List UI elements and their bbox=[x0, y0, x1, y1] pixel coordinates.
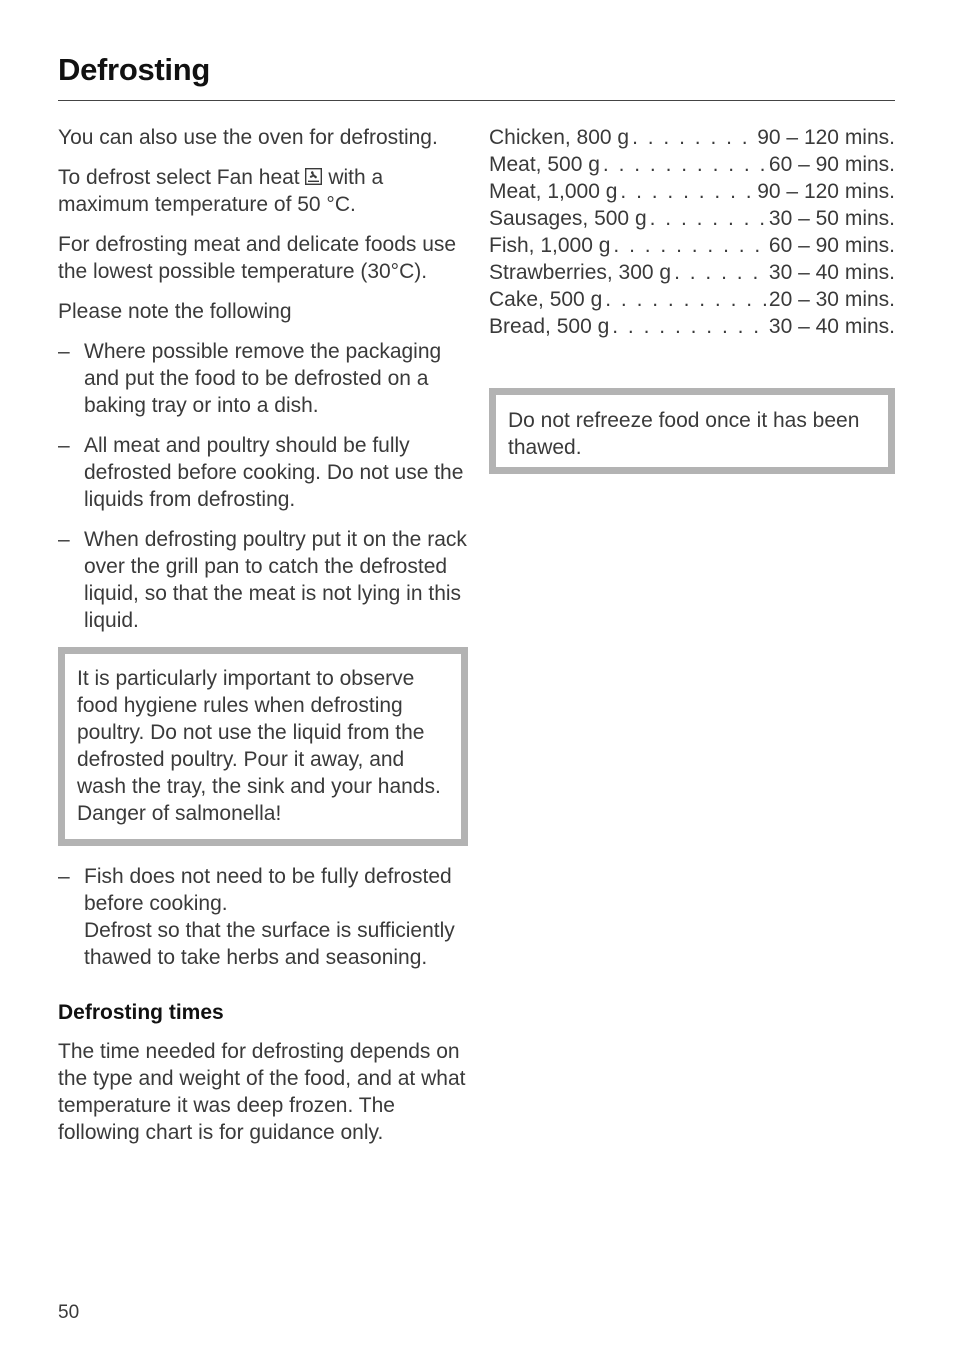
refreeze-note-box bbox=[489, 388, 895, 474]
list-item-text: All meat and poultry should be fully defrosted before cooking. Do not use the liquids from defrosting. bbox=[84, 434, 464, 511]
hygiene-warning-box bbox=[58, 647, 468, 846]
delicate-paragraph: For defrosting meat and delicate foods use the lowest possible temperature (30°C). bbox=[58, 233, 457, 283]
list-item bbox=[58, 526, 468, 634]
dash-marker: – bbox=[58, 865, 70, 888]
select-paragraph bbox=[58, 164, 468, 218]
left-column bbox=[58, 124, 468, 1159]
time-cell: 30 – 50 mins. bbox=[768, 207, 895, 230]
table-row bbox=[489, 124, 895, 151]
food-cell: Meat, 1,000 g bbox=[489, 180, 618, 203]
page-number: 50 bbox=[58, 1302, 80, 1323]
title-divider bbox=[58, 100, 895, 101]
fish-item-text bbox=[84, 863, 468, 971]
food-cell: Strawberries, 300 g bbox=[489, 261, 672, 284]
table-row bbox=[489, 151, 895, 178]
times-intro-paragraph: The time needed for defrosting depends on the type and weight of the food, and at what temperature it was deep frozen. The following chart is for guidance only. bbox=[58, 1040, 466, 1144]
list-item bbox=[58, 432, 468, 513]
defrosting-times-table bbox=[489, 124, 895, 340]
fish-list bbox=[58, 863, 468, 971]
leader-dots bbox=[609, 313, 769, 340]
list-item bbox=[58, 863, 468, 971]
right-column bbox=[489, 124, 895, 474]
hygiene-warning-text: It is particularly important to observe food hygiene rules when defrosting poultry. Do not use the liquid from the defrosted poultry. Pour it away, and wash the tray, the sink and your hands. Danger of salmonella! bbox=[77, 667, 441, 825]
table-row bbox=[489, 232, 895, 259]
time-cell: 20 – 30 mins. bbox=[768, 288, 895, 311]
list-item bbox=[58, 338, 468, 419]
fan-heat-icon bbox=[305, 168, 322, 185]
time-cell: 30 – 40 mins. bbox=[768, 261, 895, 284]
time-cell: 90 – 120 mins. bbox=[757, 180, 895, 203]
defrosting-times-heading: Defrosting times bbox=[58, 1001, 224, 1024]
food-cell: Cake, 500 g bbox=[489, 288, 603, 311]
note-intro: Please note the following bbox=[58, 300, 292, 323]
food-cell: Bread, 500 g bbox=[489, 315, 610, 338]
refreeze-note-text: Do not refreeze food once it has been thawed. bbox=[508, 409, 860, 459]
dash-marker: – bbox=[58, 340, 70, 363]
list-item-text: Where possible remove the packaging and put the food to be defrosted on a baking tray or into a dish. bbox=[84, 340, 442, 417]
time-cell: 60 – 90 mins. bbox=[768, 153, 895, 176]
food-cell: Sausages, 500 g bbox=[489, 207, 647, 230]
page-title: Defrosting bbox=[58, 52, 211, 87]
leader-dots bbox=[671, 259, 769, 286]
list-item-text: When defrosting poultry put it on the rack over the grill pan to catch the defrosted liquid, so that the meat is not lying in this liquid. bbox=[84, 528, 467, 632]
leader-dots bbox=[617, 178, 757, 205]
select-text-before: To defrost select Fan heat bbox=[58, 166, 300, 189]
table-row bbox=[489, 286, 895, 313]
leader-dots bbox=[600, 151, 769, 178]
food-cell: Fish, 1,000 g bbox=[489, 234, 611, 257]
dash-marker: – bbox=[58, 434, 70, 457]
leader-dots bbox=[602, 286, 769, 313]
leader-dots bbox=[647, 205, 769, 232]
table-row bbox=[489, 205, 895, 232]
food-cell: Chicken, 800 g bbox=[489, 126, 630, 149]
dash-marker: – bbox=[58, 528, 70, 551]
select-text-after: with a maximum temperature of 50 °C. bbox=[58, 166, 384, 216]
intro-paragraph: You can also use the oven for defrosting. bbox=[58, 126, 438, 149]
time-cell: 90 – 120 mins. bbox=[757, 126, 895, 149]
time-cell: 60 – 90 mins. bbox=[768, 234, 895, 257]
food-cell: Meat, 500 g bbox=[489, 153, 600, 176]
table-row bbox=[489, 259, 895, 286]
table-row bbox=[489, 178, 895, 205]
table-row bbox=[489, 313, 895, 340]
leader-dots bbox=[610, 232, 769, 259]
time-cell: 30 – 40 mins. bbox=[768, 315, 895, 338]
leader-dots bbox=[629, 124, 757, 151]
fish-line: Defrost so that the surface is sufficiently thawed to take herbs and seasoning. bbox=[84, 919, 455, 969]
instruction-list bbox=[58, 338, 468, 634]
fish-line: Fish does not need to be fully defrosted before cooking. bbox=[84, 865, 452, 915]
